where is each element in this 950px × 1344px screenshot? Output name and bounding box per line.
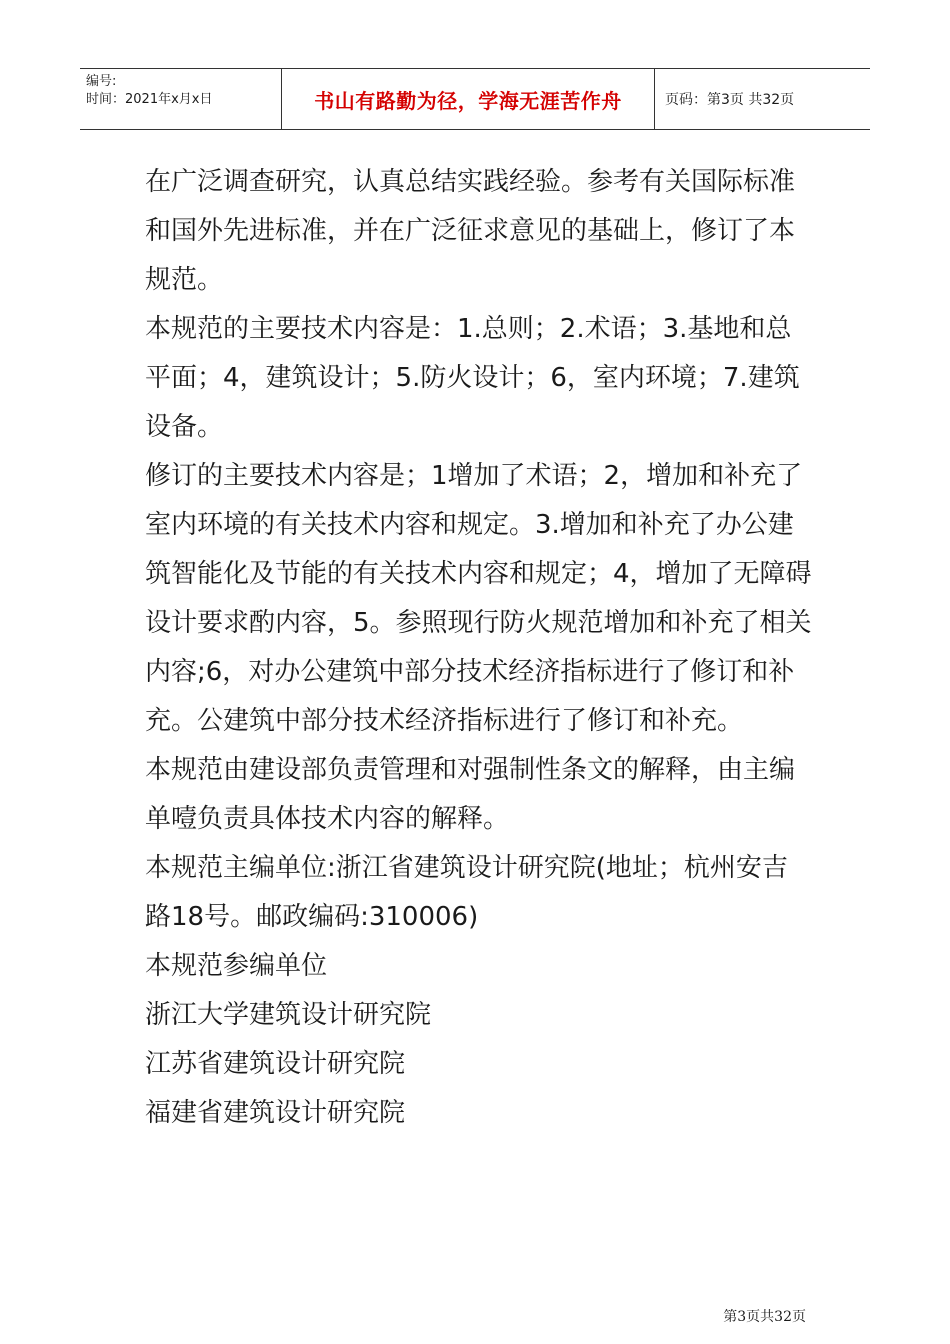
body-paragraph: 修订的主要技术内容是；1增加了术语；2，增加和补充了室内环境的有关技术内容和规定。3.增加和补充了办公建筑智能化及节能的有关技术内容和规定；4，增加了无障碍设计要求酌内容，5。参照现行防火规范增加和补充了相关内容;6，对办公建筑中部分技术经济指标进行了修订和补充。公建筑中部分技术经济指标进行了修订和补充。: [145, 461, 812, 736]
header-meta: [80, 69, 282, 129]
page-footer-number: 第3页共32页: [723, 1309, 806, 1325]
body-paragraph: 本规范参编单位: [145, 951, 328, 981]
header-page-number: 页码：第3页 共32页: [665, 92, 795, 108]
body-paragraph: 江苏省建筑设计研究院: [145, 1049, 406, 1079]
page-header: [80, 68, 870, 130]
body-paragraph: 在广泛调查研究，认真总结实践经验。参考有关国际标准和国外先进标准，并在广泛征求意见的基础上，修订了本规范。: [145, 167, 796, 295]
body-paragraph: 本规范由建设部负责管理和对强制性条文的解释，由主编单噎负责具体技术内容的解释。: [145, 755, 796, 834]
body-paragraph: 本规范的主要技术内容是：1.总则；2.术语；3.基地和总平面；4，建筑设计；5.防火设计；6，室内环境；7.建筑设备。: [145, 314, 800, 442]
document-body: [145, 158, 813, 1138]
document-time-label: 时间：2021年x月x日: [86, 92, 213, 107]
document-number-label: 编号:: [86, 74, 117, 89]
header-motto-cell: [282, 69, 655, 129]
header-motto: 书山有路勤为径，学海无涯苦作舟: [314, 88, 622, 113]
body-paragraph: 本规范主编单位:浙江省建筑设计研究院(地址；杭州安吉路18号。邮政编码:310006): [145, 853, 788, 932]
body-paragraph: 浙江大学建筑设计研究院: [145, 1000, 432, 1030]
header-page-cell: [655, 69, 870, 129]
body-paragraph: 福建省建筑设计研究院: [145, 1098, 406, 1128]
